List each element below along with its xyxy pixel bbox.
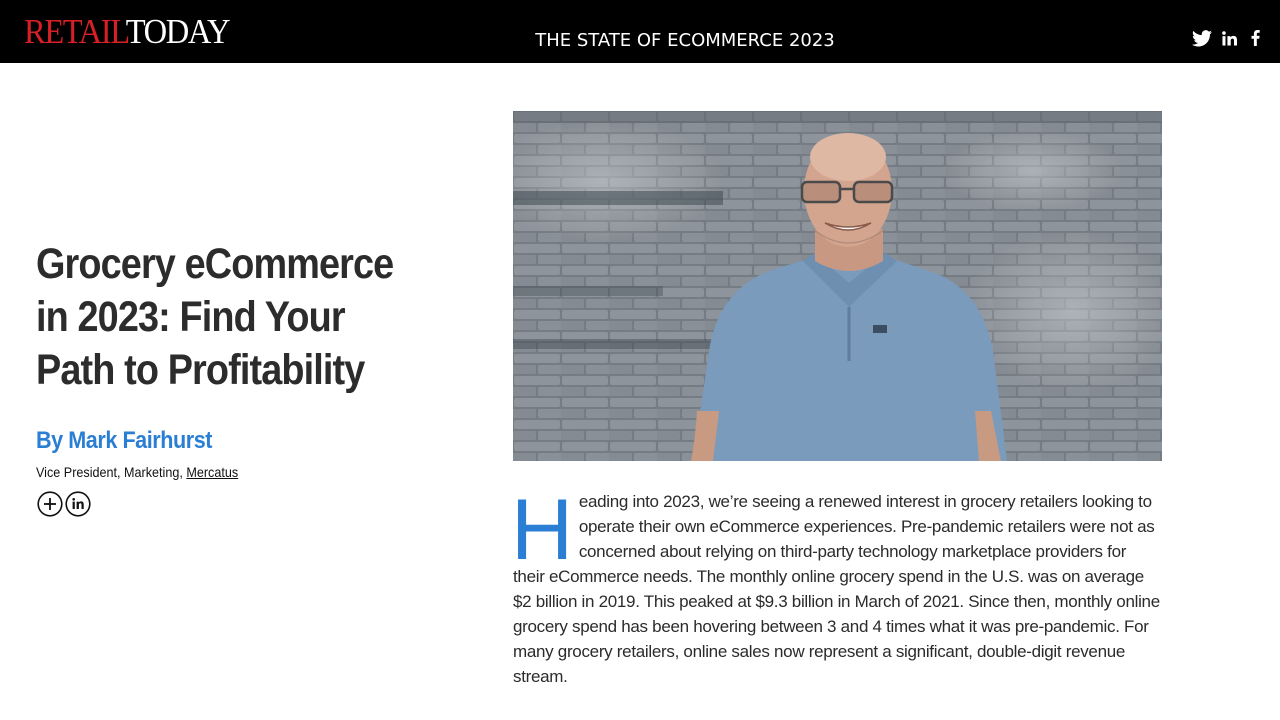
linkedin-icon[interactable] <box>1220 28 1238 48</box>
author-photo <box>513 111 1162 461</box>
section-title[interactable]: THE STATE OF ECOMMERCE 2023 <box>535 30 835 51</box>
logo-retail-text: RETAIL <box>24 12 126 51</box>
author-byline[interactable]: By Mark Fairhurst <box>36 427 213 454</box>
author-actions <box>37 491 91 517</box>
article-first-paragraph: eading into 2023, we’re seeing a renewed interest in grocery retailers looking to operate their own eCommerce experiences. Pre-pandemic retailers were not as concerned about relying on third-party technology marketplace providers for their eCommerce needs. The monthly online grocery spend in the U.S. was on average $2 billion in 2019. This peaked at $9.3 billion in March of 2021. Since then, monthly online grocery spend has been hovering between 3 and 4 times what it was pre-pandemic. For many grocery retailers, online sales now represent a significant, double-digit revenue stream. <box>513 492 1160 686</box>
article-body <box>511 482 1162 689</box>
twitter-icon[interactable] <box>1191 28 1213 48</box>
logo-today-text: TODAY <box>125 12 230 51</box>
article-headline: Grocery eCommerce in 2023: Find Your Path to Profitability <box>36 240 394 394</box>
facebook-icon[interactable] <box>1248 28 1262 48</box>
linkedin-circle-icon[interactable] <box>65 491 91 517</box>
author-role <box>36 462 238 482</box>
drop-cap: H <box>511 482 573 578</box>
site-header <box>0 0 1280 63</box>
author-company-link[interactable]: Mercatus <box>186 464 239 480</box>
author-title: Vice President, Marketing, <box>36 464 187 480</box>
add-circle-icon[interactable] <box>37 491 63 517</box>
